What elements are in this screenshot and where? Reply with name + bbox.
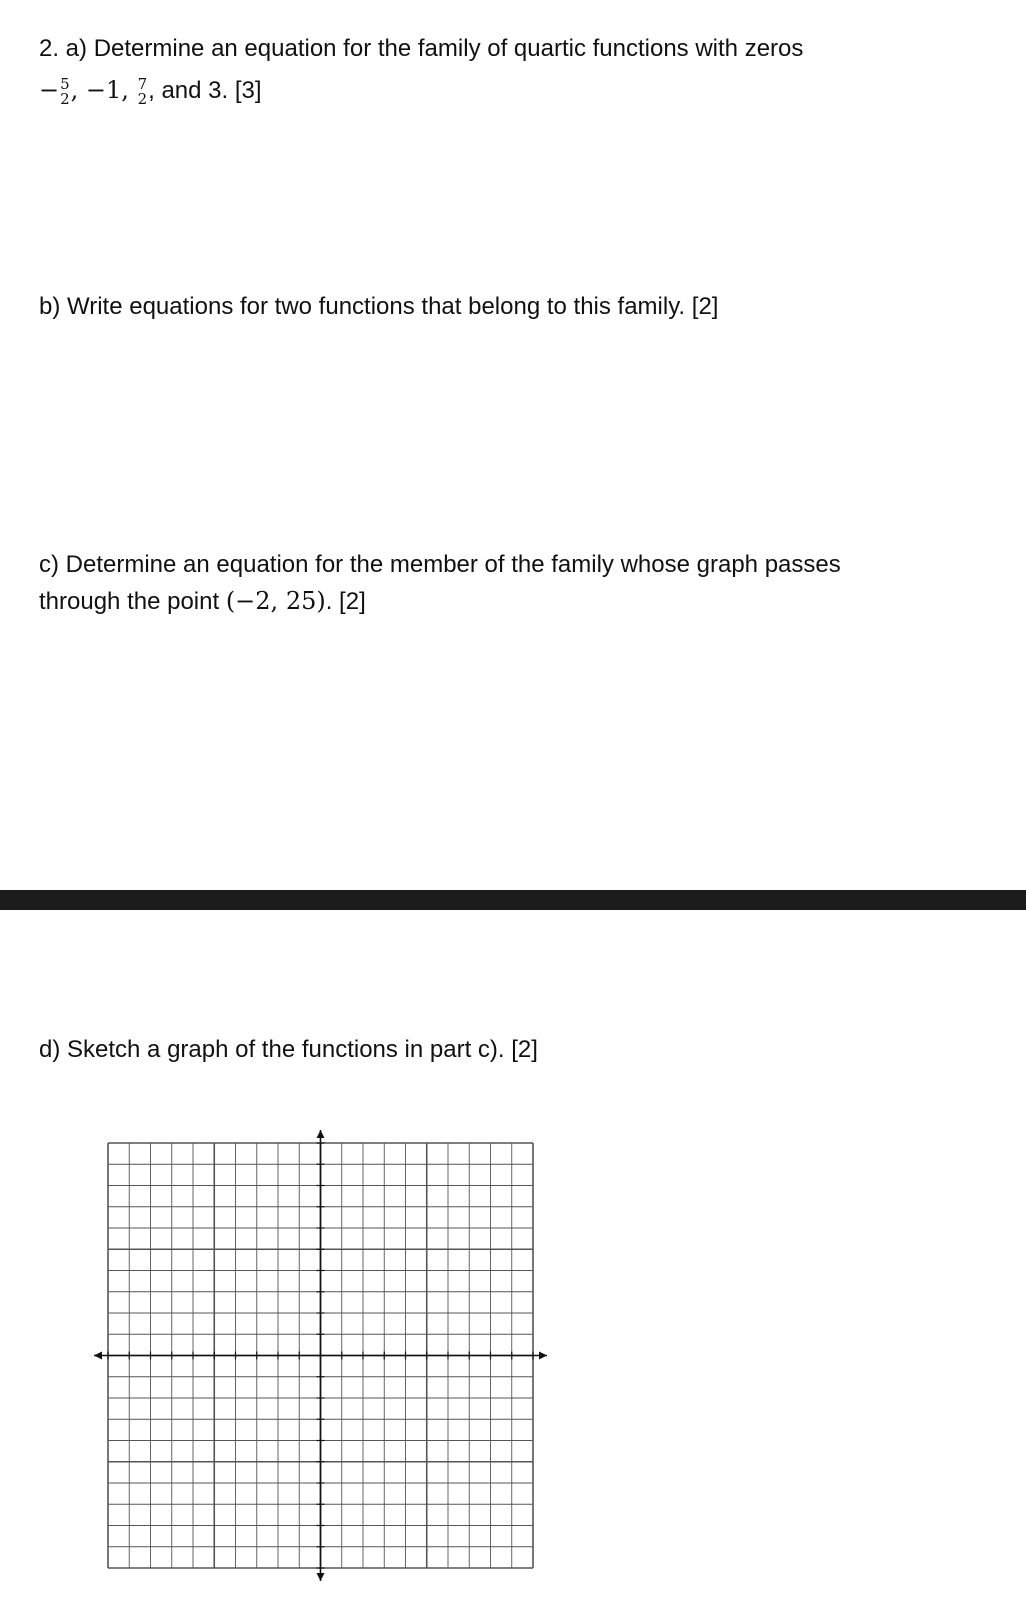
question-2a-line2 xyxy=(39,72,262,109)
page-divider xyxy=(0,890,1026,910)
zero-separator: , −1, xyxy=(70,76,137,104)
x-axis-left-arrow-icon xyxy=(94,1352,102,1360)
fraction-numerator: 5 xyxy=(60,74,70,93)
question-2b xyxy=(39,288,718,325)
zero-fraction-7-2 xyxy=(137,74,148,108)
question-2c-prefix: through the point xyxy=(39,588,226,615)
x-axis-right-arrow-icon xyxy=(539,1352,547,1360)
point-coordinates: (−2, 25) xyxy=(225,587,326,615)
question-2a-prompt: 2. a) Determine an equation for the family of quartic functions with zeros xyxy=(39,35,804,62)
question-2a-line1 xyxy=(39,30,803,67)
y-axis-up-arrow-icon xyxy=(317,1130,325,1138)
question-2d-prompt: d) Sketch a graph of the functions in part c). [2] xyxy=(39,1036,538,1063)
graph-grid[interactable] xyxy=(90,1130,560,1600)
question-2c-suffix: . [2] xyxy=(325,588,366,615)
question-2d xyxy=(39,1031,538,1068)
question-2c-line2 xyxy=(39,583,366,620)
fraction-denominator: 2 xyxy=(60,89,70,108)
question-2a-suffix: , and 3. [3] xyxy=(148,77,262,104)
zero-fraction-5-2 xyxy=(60,74,70,108)
zeros-minus-sign: − xyxy=(39,76,60,104)
fraction-denominator: 2 xyxy=(137,89,148,108)
question-2c-line1 xyxy=(39,546,841,583)
question-2b-prompt: b) Write equations for two functions that belong to this family. [2] xyxy=(39,293,719,320)
question-2c-prompt: c) Determine an equation for the member of the family whose graph passes xyxy=(39,551,841,578)
y-axis-down-arrow-icon xyxy=(317,1573,325,1581)
fraction-numerator: 7 xyxy=(137,74,148,93)
